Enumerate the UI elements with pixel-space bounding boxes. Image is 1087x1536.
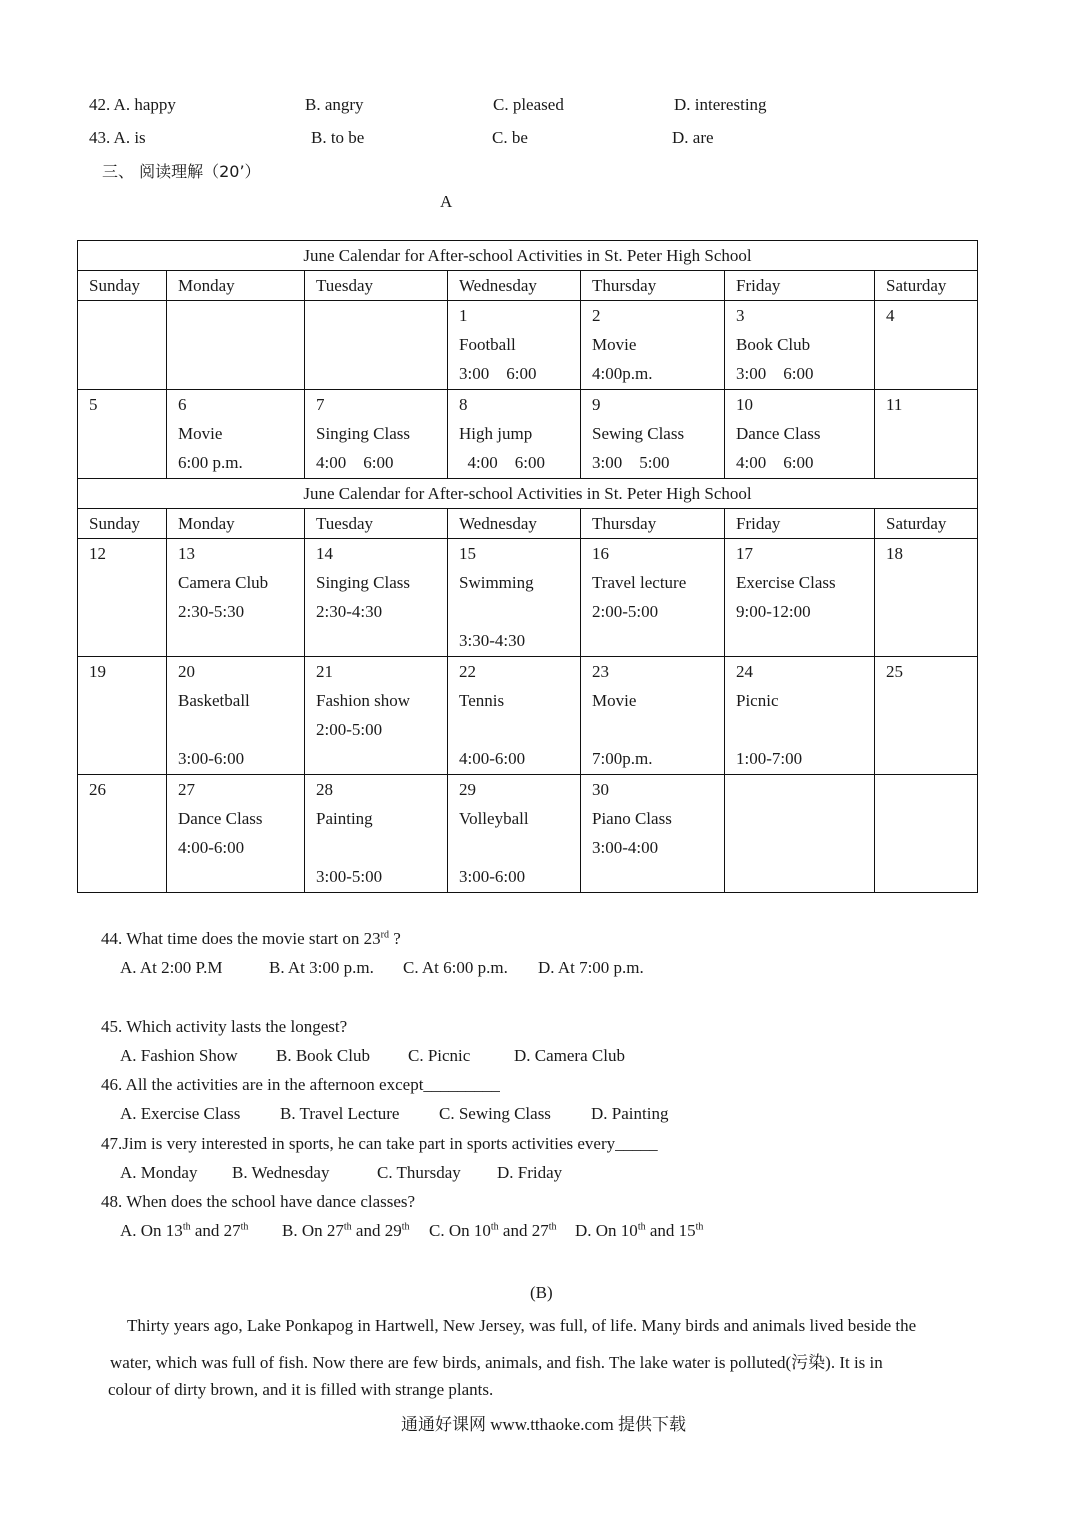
activity-time: 3:30-4:30 [459, 631, 526, 650]
day-number: 9 [592, 395, 601, 414]
day-number: 4 [886, 306, 895, 325]
weekday-header-friday: Friday [725, 271, 875, 301]
q48-option-a: A. On 13th and 27th [120, 1221, 249, 1240]
day-number [178, 301, 304, 330]
q48-option-d: D. On 10th and 15th [575, 1221, 704, 1240]
calendar-week-row [78, 390, 978, 479]
q47-option-b: B. Wednesday [232, 1163, 330, 1182]
activity-name: Sewing Class [592, 424, 685, 443]
activity-name: Painting [316, 809, 373, 828]
q46-option-b: B. Travel Lecture [280, 1104, 400, 1123]
calendar-day-cell [725, 775, 875, 893]
q46-option-c: C. Sewing Class [439, 1104, 551, 1123]
calendar-day-cell [167, 390, 305, 479]
question-45-options [0, 1046, 1087, 1070]
day-number: 28 [316, 780, 333, 799]
day-number: 22 [459, 662, 476, 681]
q43-option-c: C. be [492, 128, 528, 147]
activity-time: 2:00-5:00 [316, 720, 383, 739]
activity-time: 3:00 5:00 [592, 453, 670, 472]
activity-time: 4:00 6:00 [736, 453, 814, 472]
page-footer: 通通好课网 www.tthaoke.com 提供下载 [400, 1415, 687, 1434]
activity-time: 6:00 p.m. [178, 453, 243, 472]
day-number: 14 [316, 544, 333, 563]
calendar-day-cell [78, 539, 167, 657]
calendar-day-cell [78, 301, 167, 390]
activity-time: 3:00 6:00 [736, 364, 814, 383]
calendar-day-cell [305, 301, 448, 390]
day-number [89, 301, 166, 330]
q47-option-c: C. Thursday [377, 1163, 461, 1182]
calendar-day-cell [448, 301, 581, 390]
q42-option-c: C. pleased [493, 95, 564, 114]
activity-name: Singing Class [316, 424, 410, 443]
calendar-day-cell [581, 657, 725, 775]
q42-option-d: D. interesting [674, 95, 767, 114]
calendar-title: June Calendar for After-school Activities in St. Peter High School [78, 241, 978, 271]
q46-option-a: A. Exercise Class [120, 1104, 241, 1123]
question-44-stem: 44. What time does the movie start on 23rd ? [101, 929, 401, 948]
activity-name: Football [459, 335, 516, 354]
day-number: 2 [592, 306, 601, 325]
activity-name: Movie [592, 335, 637, 354]
weekday-header-row [78, 509, 978, 539]
q47-option-a: A. Monday [120, 1163, 198, 1182]
day-number: 10 [736, 395, 753, 414]
calendar-week-row [78, 775, 978, 893]
weekday-header-wednesday: Wednesday [448, 509, 581, 539]
calendar-week-row [78, 301, 978, 390]
day-number: 23 [592, 662, 609, 681]
q46-option-d: D. Painting [591, 1104, 669, 1123]
activity-time: 4:00p.m. [592, 364, 653, 383]
calendar-title-row [78, 241, 978, 271]
activity-time [178, 715, 304, 744]
passage-b-line-3: colour of dirty brown, and it is filled with strange plants. [108, 1380, 494, 1399]
activity-time: 2:30-5:30 [178, 602, 245, 621]
weekday-header-wednesday: Wednesday [448, 271, 581, 301]
day-number: 7 [316, 395, 325, 414]
part-b-label: (B) [530, 1283, 553, 1302]
weekday-header-sunday: Sunday [78, 271, 167, 301]
calendar-day-cell [875, 301, 978, 390]
day-number: 20 [178, 662, 195, 681]
calendar-day-cell [725, 390, 875, 479]
activity-name: Travel lecture [592, 573, 687, 592]
calendar-day-cell [305, 657, 448, 775]
activity-time: 3:00 6:00 [459, 364, 537, 383]
activity-time: 4:00 6:00 [459, 453, 545, 472]
weekday-header-saturday: Saturday [875, 509, 978, 539]
section-heading: 三、 阅读理解（20’） [102, 162, 261, 181]
q43-option-b: B. to be [311, 128, 365, 147]
calendar-day-cell [305, 539, 448, 657]
weekday-header-monday: Monday [167, 271, 305, 301]
day-number: 19 [89, 662, 106, 681]
question-42 [0, 95, 1087, 119]
q44-option-d: D. At 7:00 p.m. [538, 958, 644, 977]
activity-name: Basketball [178, 691, 250, 710]
activity-name: Camera Club [178, 573, 269, 592]
part-a-label: A [440, 192, 453, 211]
activity-name: Exercise Class [736, 573, 836, 592]
activity-name: Swimming [459, 573, 534, 592]
activity-time: 9:00-12:00 [736, 602, 811, 621]
weekday-header-sunday: Sunday [78, 509, 167, 539]
activity-name: Movie [592, 691, 637, 710]
day-number: 16 [592, 544, 609, 563]
calendar-week-row [78, 539, 978, 657]
day-number: 1 [459, 306, 468, 325]
day-number: 11 [886, 395, 903, 414]
calendar-day-cell [725, 657, 875, 775]
day-number: 27 [178, 780, 195, 799]
q42-option-b: B. angry [305, 95, 364, 114]
calendar-day-cell [581, 390, 725, 479]
q43-option-d: D. are [672, 128, 714, 147]
calendar-day-cell [875, 390, 978, 479]
day-number: 18 [886, 544, 903, 563]
calendar-day-cell [725, 539, 875, 657]
activity-name: Singing Class [316, 573, 410, 592]
day-number [736, 775, 874, 804]
activity-name: Piano Class [592, 809, 672, 828]
question-46-stem: 46. All the activities are in the afternoon except_________ [101, 1075, 500, 1094]
day-number [316, 301, 447, 330]
activity-time: 2:00-5:00 [592, 602, 659, 621]
weekday-header-thursday: Thursday [581, 271, 725, 301]
day-number: 12 [89, 544, 106, 563]
calendar-day-cell [448, 539, 581, 657]
activity-name: Tennis [459, 691, 505, 710]
activity-time [316, 833, 447, 862]
day-number: 25 [886, 662, 903, 681]
question-44-options [0, 958, 1087, 982]
calendar-day-cell [167, 657, 305, 775]
calendar-title-row [78, 479, 978, 509]
calendar-title: June Calendar for After-school Activities in St. Peter High School [78, 479, 978, 509]
passage-b-line-2: water, which was full of fish. Now there are few birds, animals, and fish. The lake water is polluted(污染). It is in [110, 1353, 883, 1372]
calendar-day-cell [875, 657, 978, 775]
activity-name: Dance Class [178, 809, 263, 828]
q42-option-a: 42. A. happy [89, 95, 176, 114]
day-number: 17 [736, 544, 753, 563]
activity-name: Picnic [736, 691, 779, 710]
calendar-day-cell [167, 539, 305, 657]
activity-time [459, 715, 580, 744]
calendar-day-cell [875, 539, 978, 657]
activity-time [736, 715, 874, 744]
q43-option-a: 43. A. is [89, 128, 146, 147]
calendar-day-cell [78, 775, 167, 893]
day-number: 3 [736, 306, 745, 325]
calendar-day-cell [305, 390, 448, 479]
calendar-day-cell [78, 657, 167, 775]
question-47-stem: 47.Jim is very interested in sports, he can take part in sports activities every_____ [101, 1134, 658, 1153]
activity-time: 1:00-7:00 [736, 749, 803, 768]
calendar-day-cell [725, 301, 875, 390]
calendar-day-cell [581, 301, 725, 390]
calendar-day-cell [448, 657, 581, 775]
question-48-stem: 48. When does the school have dance classes? [101, 1192, 416, 1211]
calendar-day-cell [581, 539, 725, 657]
weekday-header-row [78, 271, 978, 301]
activity-name: Movie [178, 424, 223, 443]
q45-option-c: C. Picnic [408, 1046, 471, 1065]
q45-option-b: B. Book Club [276, 1046, 370, 1065]
question-43 [0, 128, 1087, 152]
activity-name: Volleyball [459, 809, 529, 828]
weekday-header-saturday: Saturday [875, 271, 978, 301]
activity-time: 3:00-6:00 [178, 749, 245, 768]
weekday-header-thursday: Thursday [581, 509, 725, 539]
day-number: 6 [178, 395, 187, 414]
q45-option-a: A. Fashion Show [120, 1046, 238, 1065]
q48-option-c: C. On 10th and 27th [429, 1221, 557, 1240]
weekday-header-tuesday: Tuesday [305, 509, 448, 539]
activity-time: 3:00-5:00 [316, 867, 383, 886]
q48-option-b: B. On 27th and 29th [282, 1221, 410, 1240]
weekday-header-tuesday: Tuesday [305, 271, 448, 301]
activity-time: 7:00p.m. [592, 749, 653, 768]
question-47-options [0, 1163, 1087, 1187]
activity-time [459, 597, 580, 626]
day-number: 21 [316, 662, 333, 681]
activity-time: 2:30-4:30 [316, 602, 383, 621]
activity-time: 3:00-4:00 [592, 838, 659, 857]
activity-name: Book Club [736, 335, 811, 354]
day-number: 24 [736, 662, 753, 681]
activity-time: 4:00 6:00 [316, 453, 394, 472]
calendar-day-cell [167, 775, 305, 893]
activity-time: 3:00-6:00 [459, 867, 526, 886]
q45-option-d: D. Camera Club [514, 1046, 625, 1065]
activity-name: High jump [459, 424, 533, 443]
passage-b-line-1: Thirty years ago, Lake Ponkapog in Hartwell, New Jersey, was full, of life. Many birds and animals lived beside the [127, 1316, 917, 1335]
day-number: 30 [592, 780, 609, 799]
calendar-day-cell [78, 390, 167, 479]
question-46-options [0, 1104, 1087, 1128]
day-number: 8 [459, 395, 468, 414]
calendar-day-cell [448, 775, 581, 893]
calendar-day-cell [875, 775, 978, 893]
activity-time [459, 833, 580, 862]
calendar-day-cell [167, 301, 305, 390]
calendar-day-cell [305, 775, 448, 893]
calendar-day-cell [448, 390, 581, 479]
day-number: 5 [89, 395, 98, 414]
q44-option-c: C. At 6:00 p.m. [403, 958, 508, 977]
activity-calendar-table [77, 240, 978, 893]
q44-option-a: A. At 2:00 P.M [120, 958, 223, 977]
day-number: 29 [459, 780, 476, 799]
calendar-day-cell [581, 775, 725, 893]
activity-name: Dance Class [736, 424, 821, 443]
day-number: 26 [89, 780, 106, 799]
q47-option-d: D. Friday [497, 1163, 563, 1182]
calendar-week-row [78, 657, 978, 775]
activity-name: Fashion show [316, 691, 410, 710]
weekday-header-friday: Friday [725, 509, 875, 539]
q44-option-b: B. At 3:00 p.m. [269, 958, 374, 977]
question-48-options [0, 1221, 1087, 1245]
day-number: 13 [178, 544, 195, 563]
activity-time: 4:00-6:00 [178, 838, 245, 857]
day-number: 15 [459, 544, 476, 563]
day-number [886, 775, 977, 804]
activity-time: 4:00-6:00 [459, 749, 526, 768]
question-45-stem: 45. Which activity lasts the longest? [101, 1017, 348, 1036]
activity-time [592, 715, 724, 744]
weekday-header-monday: Monday [167, 509, 305, 539]
